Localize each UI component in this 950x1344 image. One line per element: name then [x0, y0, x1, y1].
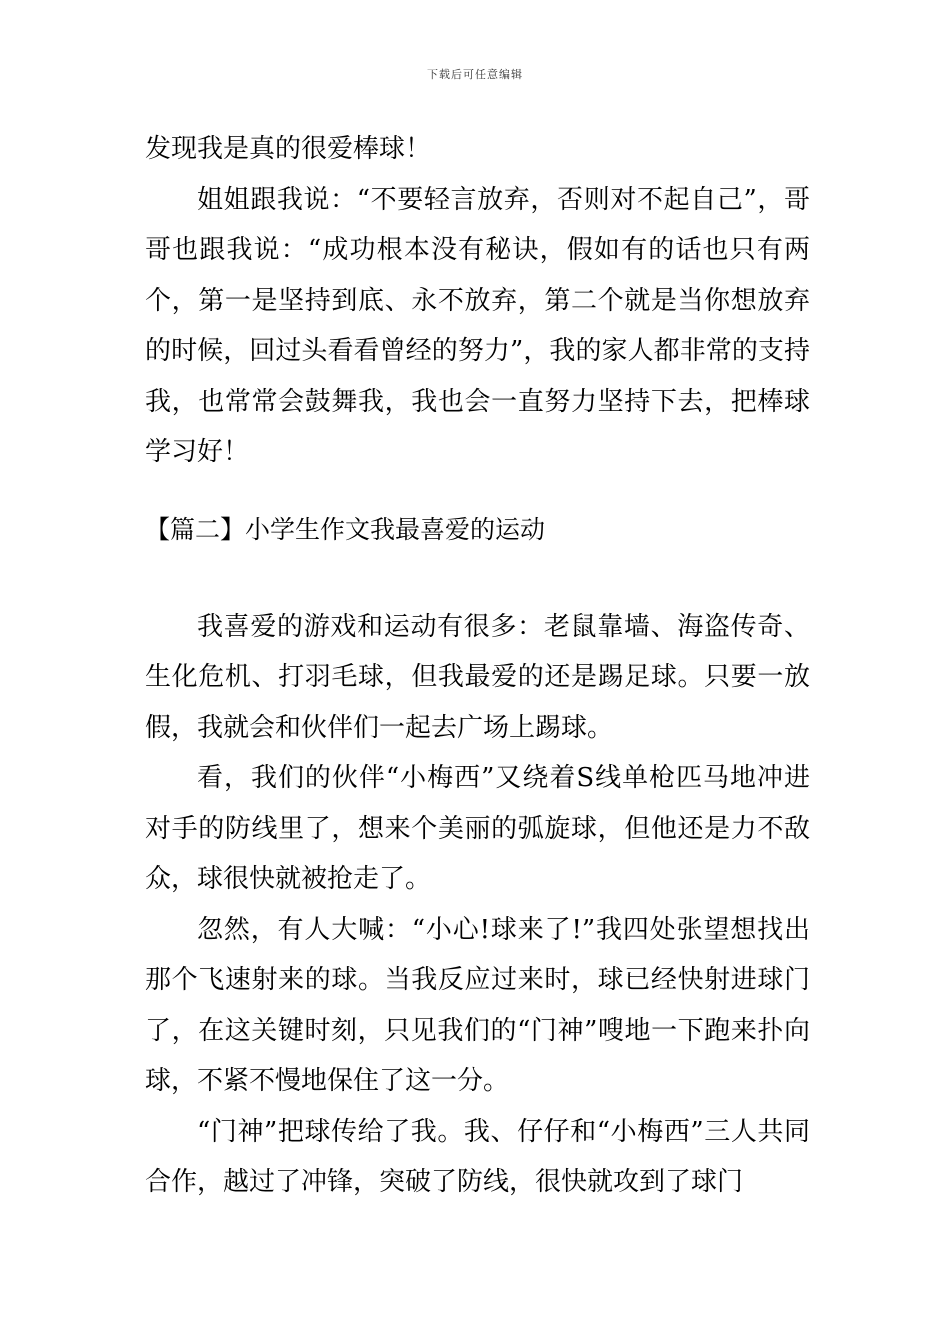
- paragraph-little-messi: 看，我们的伙伴“小梅西”又绕着S线单枪匹马地冲进对手的防线里了，想来个美丽的弧旋球，但他还是力不敌众，球很快就被抢走了。: [145, 763, 810, 894]
- paragraph-goalkeeper: 忽然，有人大喊：“小心!球来了!”我四处张望想找出那个飞速射来的球。当我反应过来时，球已经快射进球门了，在这关键时刻，只见我们的“门神”嗖地一下跑来扑向球，不紧不慢地保住了这一分。: [145, 914, 810, 1096]
- header-note: 下载后可任意编辑: [427, 68, 523, 81]
- document-body: [145, 124, 810, 1208]
- paragraph-favorite-sports: 我喜爱的游戏和运动有很多：老鼠靠墙、海盗传奇、生化危机、打羽毛球，但我最爱的还是踢足球。只要一放假，我就会和伙伴们一起去广场上踢球。: [145, 611, 810, 743]
- paragraph-continuation: 发现我是真的很爱棒球！: [145, 134, 432, 164]
- spacer: [145, 550, 810, 602]
- paragraph-teamwork: “门神”把球传给了我。我、仔仔和“小梅西”三人共同合作，越过了冲锋，突破了防线，很快就攻到了球门: [145, 1116, 810, 1197]
- paragraph-family-support: 姐姐跟我说：“不要轻言放弃，否则对不起自己”，哥哥也跟我说：“成功根本没有秘诀，假如有的话也只有两个，第一是坚持到底、永不放弃，第二个就是当你想放弃的时候，回过头看看曾经的努力”，我的家人都非常的支持我，也常常会鼓舞我，我也会一直努力坚持下去，把棒球学习好！: [145, 184, 810, 467]
- spacer: [145, 478, 810, 510]
- section-title: 【篇二】小学生作文我最喜爱的运动: [145, 514, 546, 544]
